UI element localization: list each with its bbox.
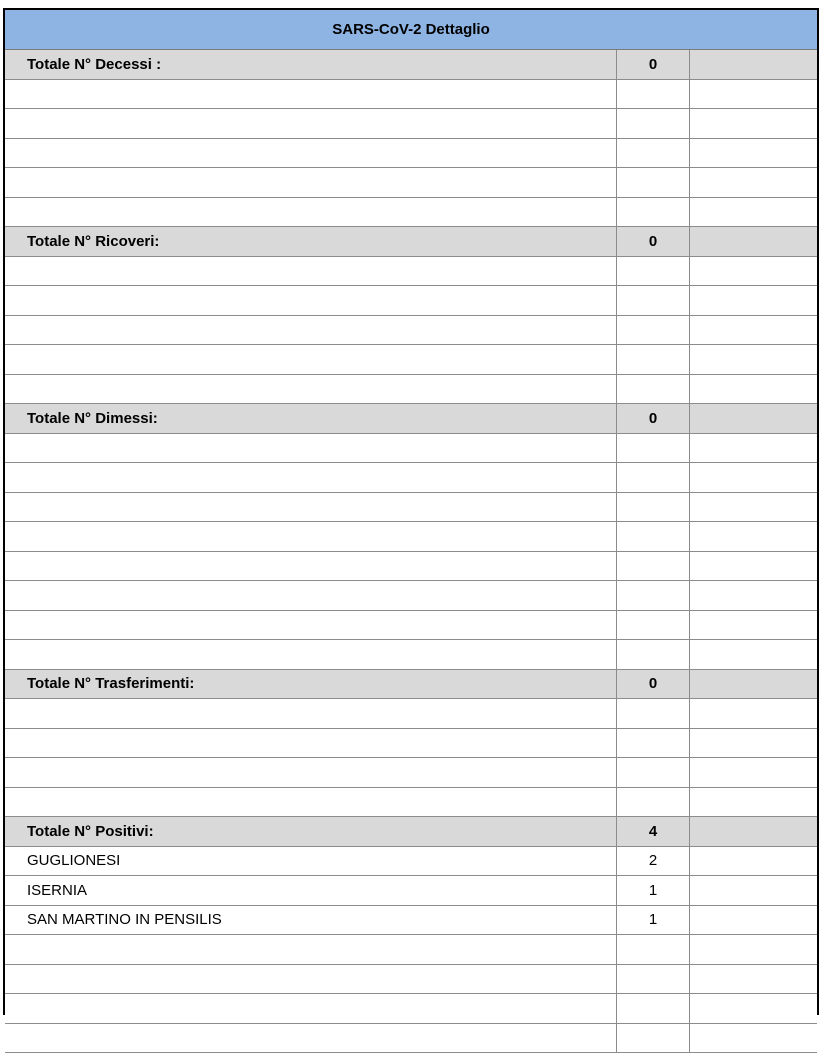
empty-cell [689,611,817,640]
table-row [5,109,817,139]
empty-cell [689,257,817,286]
row-label [5,935,616,964]
row-label [5,345,616,374]
table-row [5,80,817,110]
section-header [5,670,817,700]
row-label [5,581,616,610]
row-value [616,552,689,581]
row-value: 1 [616,876,689,905]
row-label [5,699,616,728]
empty-cell [689,758,817,787]
row-label [5,198,616,227]
table-row [5,788,817,818]
row-label: GUGLIONESI [5,847,616,876]
row-value [616,375,689,404]
empty-cell [689,876,817,905]
row-value [616,168,689,197]
row-value [616,729,689,758]
section-label: Totale N° Ricoveri: [5,227,616,256]
row-value [616,788,689,817]
row-label [5,375,616,404]
table-row [5,876,817,906]
empty-cell [689,965,817,994]
row-value [616,699,689,728]
row-label [5,463,616,492]
table-row [5,581,817,611]
table-row [5,935,817,965]
table-row [5,699,817,729]
row-value [616,80,689,109]
row-label [5,139,616,168]
empty-cell [689,286,817,315]
row-label [5,965,616,994]
row-value [616,1024,689,1053]
detail-grid [5,50,817,1053]
empty-cell [689,139,817,168]
row-value [616,257,689,286]
table-row [5,994,817,1024]
table-row [5,552,817,582]
row-value [616,965,689,994]
section-header [5,817,817,847]
table-row [5,611,817,641]
empty-cell [689,640,817,669]
empty-cell [689,670,817,699]
row-value: 2 [616,847,689,876]
row-label: ISERNIA [5,876,616,905]
empty-cell [689,198,817,227]
row-label [5,316,616,345]
table-row [5,463,817,493]
row-label [5,522,616,551]
empty-cell [689,906,817,935]
row-label [5,257,616,286]
row-value [616,522,689,551]
section-total: 0 [616,50,689,79]
empty-cell [689,463,817,492]
row-value [616,463,689,492]
table-row [5,375,817,405]
section-total: 0 [616,227,689,256]
row-value [616,345,689,374]
row-value: 1 [616,906,689,935]
row-value [616,493,689,522]
empty-cell [689,935,817,964]
row-label [5,552,616,581]
empty-cell [689,109,817,138]
row-label [5,109,616,138]
table-row [5,257,817,287]
empty-cell [689,788,817,817]
section-label: Totale N° Decessi : [5,50,616,79]
row-label [5,434,616,463]
row-label: SAN MARTINO IN PENSILIS [5,906,616,935]
row-value [616,640,689,669]
empty-cell [689,581,817,610]
row-label [5,994,616,1023]
row-label [5,493,616,522]
empty-cell [689,493,817,522]
section-total: 0 [616,404,689,433]
table-row [5,729,817,759]
table-row [5,198,817,228]
row-value [616,286,689,315]
empty-cell [689,522,817,551]
table-row [5,640,817,670]
row-label [5,729,616,758]
row-value [616,316,689,345]
row-label [5,611,616,640]
row-value [616,935,689,964]
empty-cell [689,404,817,433]
table-row [5,345,817,375]
table-row [5,434,817,464]
section-total: 0 [616,670,689,699]
table-row [5,965,817,995]
empty-cell [689,375,817,404]
table-row [5,316,817,346]
row-value [616,611,689,640]
row-label [5,168,616,197]
section-header [5,50,817,80]
empty-cell [689,227,817,256]
section-label: Totale N° Trasferimenti: [5,670,616,699]
row-value [616,198,689,227]
row-value [616,109,689,138]
section-label: Totale N° Positivi: [5,817,616,846]
empty-cell [689,817,817,846]
empty-cell [689,699,817,728]
row-value [616,581,689,610]
row-label [5,758,616,787]
row-label [5,788,616,817]
row-value [616,139,689,168]
table-row [5,522,817,552]
section-label: Totale N° Dimessi: [5,404,616,433]
table-row [5,906,817,936]
table-row [5,286,817,316]
row-label [5,286,616,315]
empty-cell [689,994,817,1023]
row-value [616,434,689,463]
table-row [5,758,817,788]
section-header [5,227,817,257]
row-value [616,758,689,787]
empty-cell [689,168,817,197]
empty-cell [689,729,817,758]
row-label [5,1024,616,1053]
empty-cell [689,434,817,463]
table-row [5,1024,817,1053]
table-row [5,139,817,169]
row-value [616,994,689,1023]
section-total: 4 [616,817,689,846]
section-header [5,404,817,434]
sheet-title: SARS-CoV-2 Dettaglio [5,10,817,50]
table-row [5,168,817,198]
spreadsheet-sheet [3,8,819,1015]
empty-cell [689,50,817,79]
row-label [5,640,616,669]
empty-cell [689,80,817,109]
empty-cell [689,847,817,876]
empty-cell [689,552,817,581]
row-label [5,80,616,109]
empty-cell [689,316,817,345]
empty-cell [689,1024,817,1053]
table-row [5,493,817,523]
table-row [5,847,817,877]
empty-cell [689,345,817,374]
